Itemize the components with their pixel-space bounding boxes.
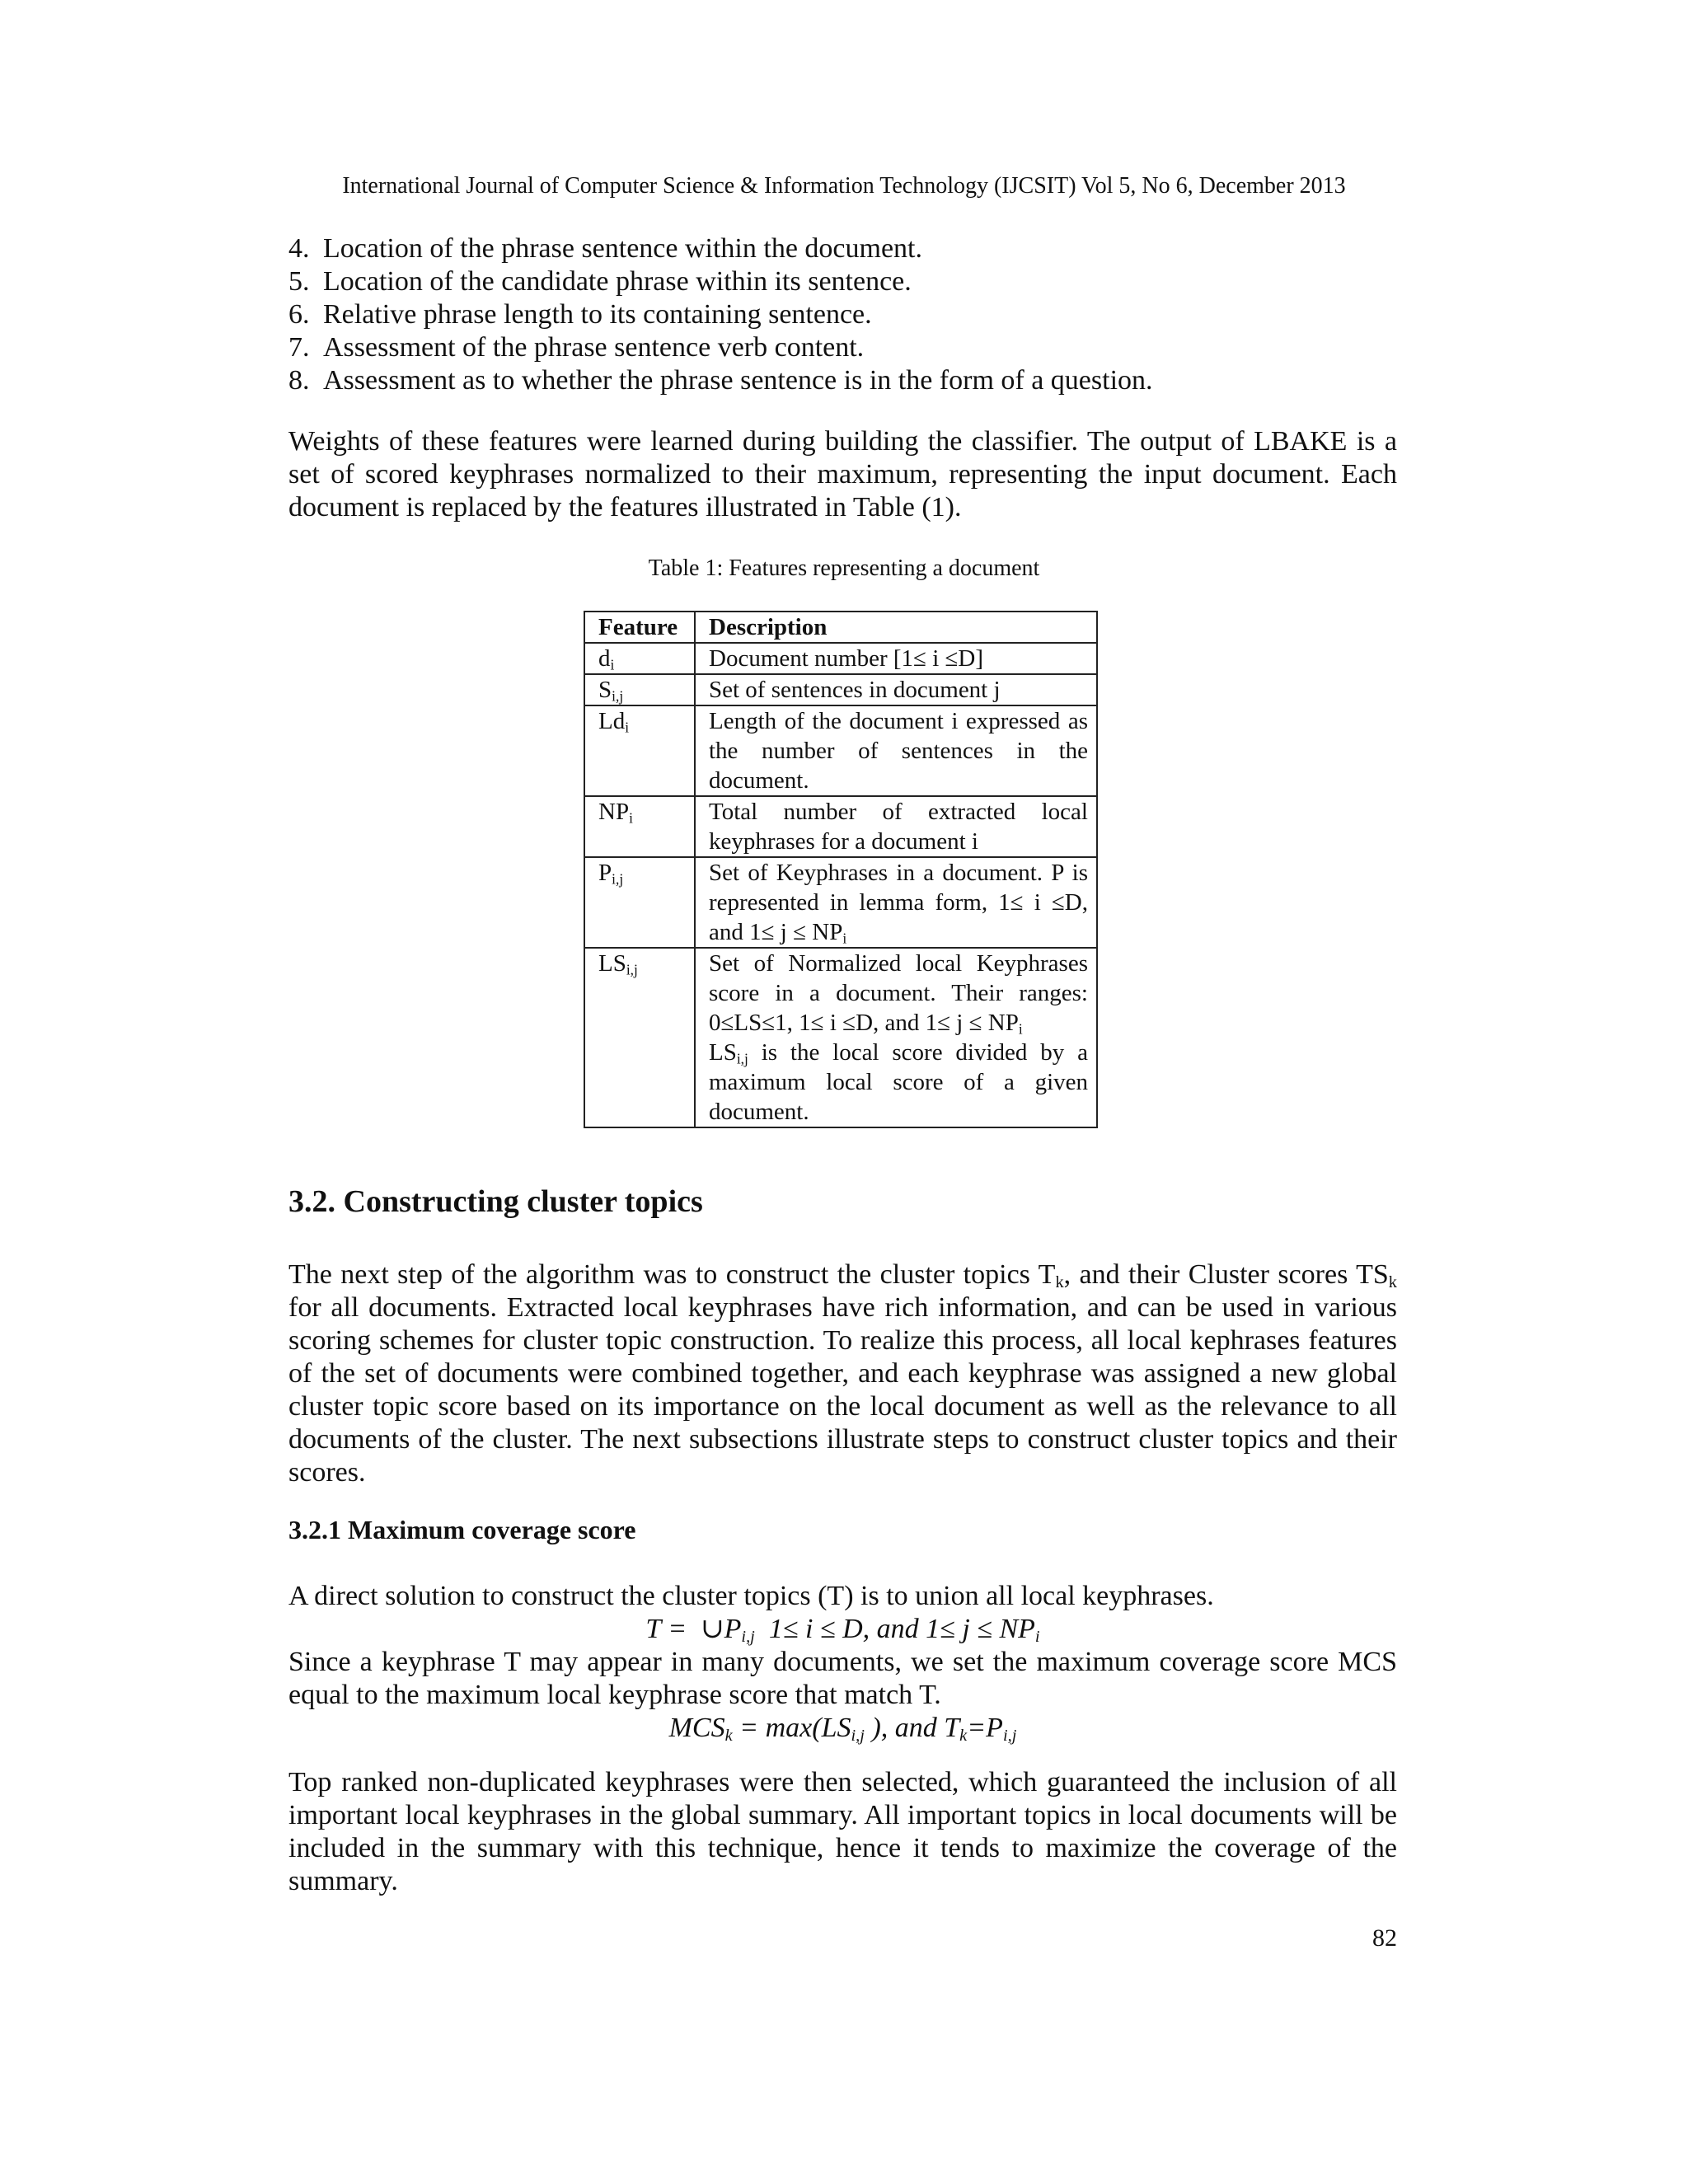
table-row	[584, 796, 1097, 857]
feature-list	[288, 232, 1397, 397]
description-cell: Document number [1≤ i ≤D]	[695, 643, 1097, 674]
formula-union: $T = \cup P_{i,j}$ 1≤ i ≤ D, and $1\le j \le NP_i$	[645, 1614, 1040, 1647]
description-cell: Total number of extracted local keyphrases for a document i	[695, 796, 1097, 857]
table-header-row	[584, 612, 1097, 643]
list-item: 8. Assessment as to whether the phrase sentence is in the form of a question.	[288, 365, 1153, 396]
column-header-feature: Feature	[584, 612, 695, 643]
features-table	[584, 611, 1098, 1128]
section-title: 3.2. Constructing cluster topics	[288, 1184, 703, 1219]
list-item: 6. Relative phrase length to its containing sentence.	[288, 299, 872, 330]
list-item: 4. Location of the phrase sentence within the document.	[288, 233, 922, 264]
paragraph-mcs: Since a keyphrase T may appear in many documents, we set the maximum coverage score MCS equal to the maximum local keyphrase score that match T.	[288, 1647, 1397, 1710]
table-row	[584, 948, 1097, 1127]
journal-header: International Journal of Computer Science & Information Technology (IJCSIT) Vol 5, No 6, December 2013	[342, 173, 1346, 199]
column-header-description: Description	[695, 612, 1097, 643]
subsection-title: 3.2.1 Maximum coverage score	[288, 1515, 636, 1544]
table-caption: Table 1: Features representing a document	[648, 555, 1040, 581]
paragraph-top-ranked: Top ranked non-duplicated keyphrases were then selected, which guaranteed the inclusion of all important local keyphrases in the global summary. All important topics in local documents will be included in the summary with this technique, hence it tends to maximize the coverage of the summary.	[288, 1767, 1397, 1896]
feature-cell: $NP_i$	[584, 796, 695, 857]
list-item: 5. Location of the candidate phrase within its sentence.	[288, 266, 912, 297]
feature-cell: $d_i$	[584, 643, 695, 674]
subsection-intro: A direct solution to construct the cluster topics (T) is to union all local keyphrases.	[288, 1581, 1214, 1611]
feature-cell: $LS_{i,j}$	[584, 948, 695, 1127]
page-number: 82	[1372, 1924, 1397, 1952]
subsection-body	[288, 1580, 1397, 1745]
description-cell: Set of sentences in document j	[695, 674, 1097, 705]
feature-cell: $P_{i,j}$	[584, 857, 695, 948]
description-cell: Set of Keyphrases in a document. P is represented in lemma form, 1≤ i ≤D, and $1\le j \le NP_i$	[695, 857, 1097, 948]
formula-mcs: $MCS_k = \max(LS_{i,j}$ ), and $T_k=P_{i,j}$	[668, 1713, 1017, 1746]
table-row	[584, 857, 1097, 948]
feature-cell: $Ld_i$	[584, 705, 695, 796]
feature-cell: $S_{i,j}$	[584, 674, 695, 705]
paragraph-cluster-topics: The next step of the algorithm was to construct the cluster topics $T_k$, and their Cluster scores $TS_k$ for all documents. Extracted local keyphrases have rich information, and can be used in various scoring schemes for cluster topic construction. To realize this process, all local kephrases features of the set of documents were combined together, and each keyphrase was assigned a new global cluster topic score based on its importance on the local document as well as the relevance to all documents of the cluster. The next subsections illustrate steps to construct cluster topics and their scores.	[288, 1259, 1397, 1488]
description-cell: Set of Normalized local Keyphrases score in a document. Their ranges: 0≤LS≤1, 1≤ i ≤D, and $1\le j \le NP_i$ $LS_{i,j}$ is the local score divided by a maximum local score of a given document.	[695, 948, 1097, 1127]
table-row	[584, 705, 1097, 796]
description-cell: Length of the document i expressed as the number of sentences in the document.	[695, 705, 1097, 796]
table-row	[584, 674, 1097, 705]
table-row	[584, 643, 1097, 674]
list-item: 7. Assessment of the phrase sentence verb content.	[288, 332, 865, 363]
paragraph-weights: Weights of these features were learned during building the classifier. The output of LBAKE is a set of scored keyphrases normalized to their maximum, representing the input document. Each document is replaced by the features illustrated in Table (1).	[288, 426, 1397, 523]
